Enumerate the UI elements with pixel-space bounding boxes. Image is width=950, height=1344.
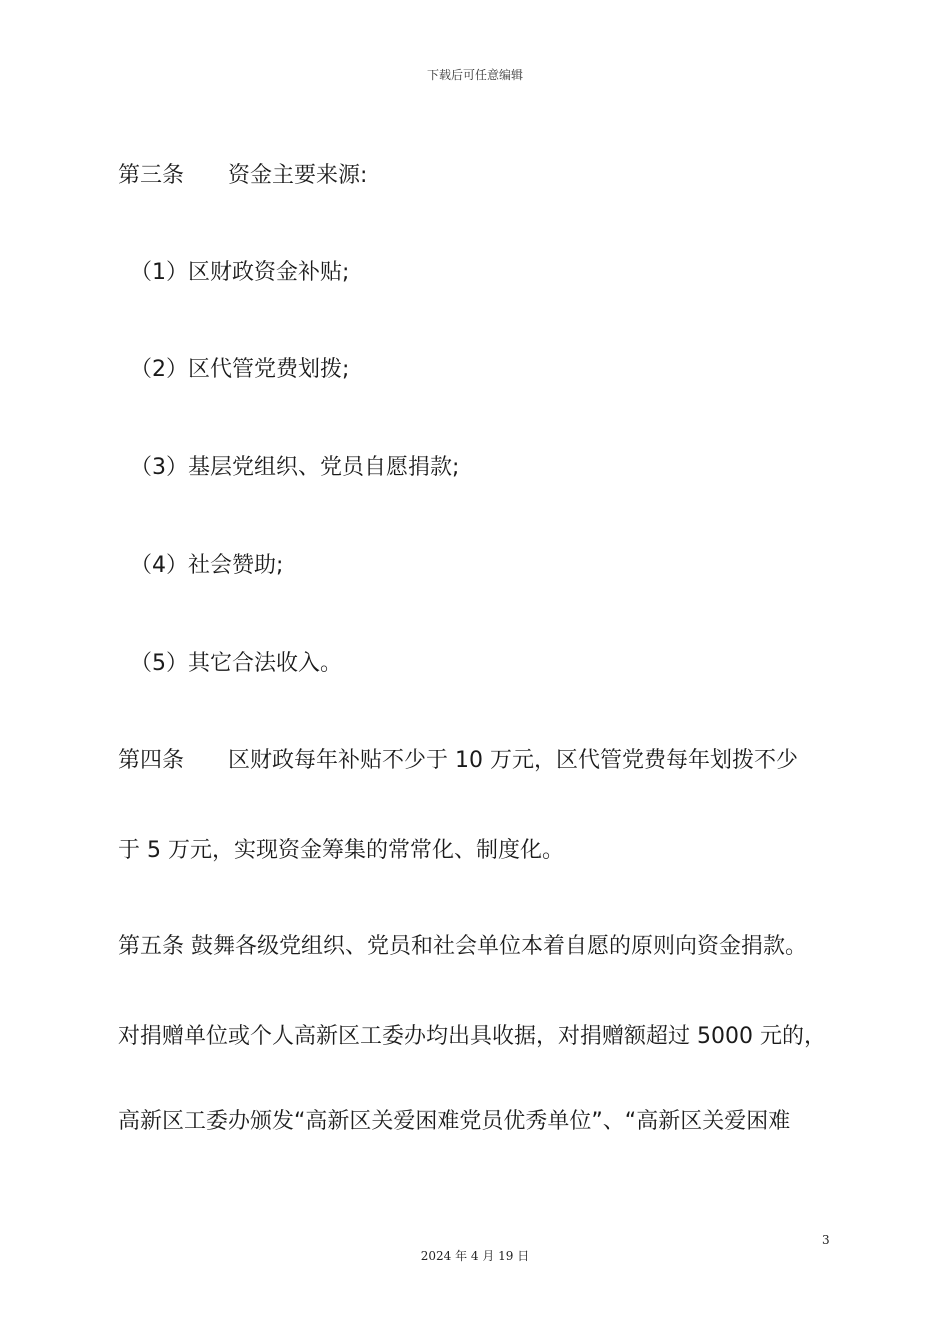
article-3-heading-line (118, 161, 858, 191)
header-note: 下载后可任意编辑 (426, 68, 523, 82)
funding-source-item-1: （1）区财政资金补贴; (130, 260, 350, 285)
article-5-line-2: 对捐赠单位或个人高新区工委办均出具收据，对捐赠额超过 5000 元的， (118, 1024, 826, 1049)
article-4-line-1 (118, 746, 858, 776)
article-4-label: 第四条 (118, 748, 185, 773)
funding-source-item-3: （3）基层党组织、党员自愿捐款; (130, 455, 460, 480)
article-3-title: 资金主要来源: (228, 163, 368, 188)
article-4-line-2: 于 5 万元，实现资金筹集的常常化、制度化。 (118, 838, 564, 863)
funding-source-item-4: （4）社会赞助; (130, 553, 284, 578)
funding-source-item-5: （5）其它合法收入。 (130, 651, 342, 676)
page-number: 3 (822, 1233, 830, 1247)
article-3-label: 第三条 (118, 163, 185, 188)
article-5-line-1: 第五条 鼓舞各级党组织、党员和社会单位本着自愿的原则向资金捐款。 (118, 934, 807, 959)
article-5-line-3: 高新区工委办颁发“高新区关爱困难党员优秀单位”、“高新区关爱困难 (118, 1109, 791, 1134)
article-4-text: 区财政每年补贴不少于 10 万元，区代管党费每年划拨不少 (228, 748, 798, 773)
funding-source-item-2: （2）区代管党费划拨; (130, 357, 350, 382)
footer-date: 2024 年 4 月 19 日 (420, 1249, 530, 1263)
